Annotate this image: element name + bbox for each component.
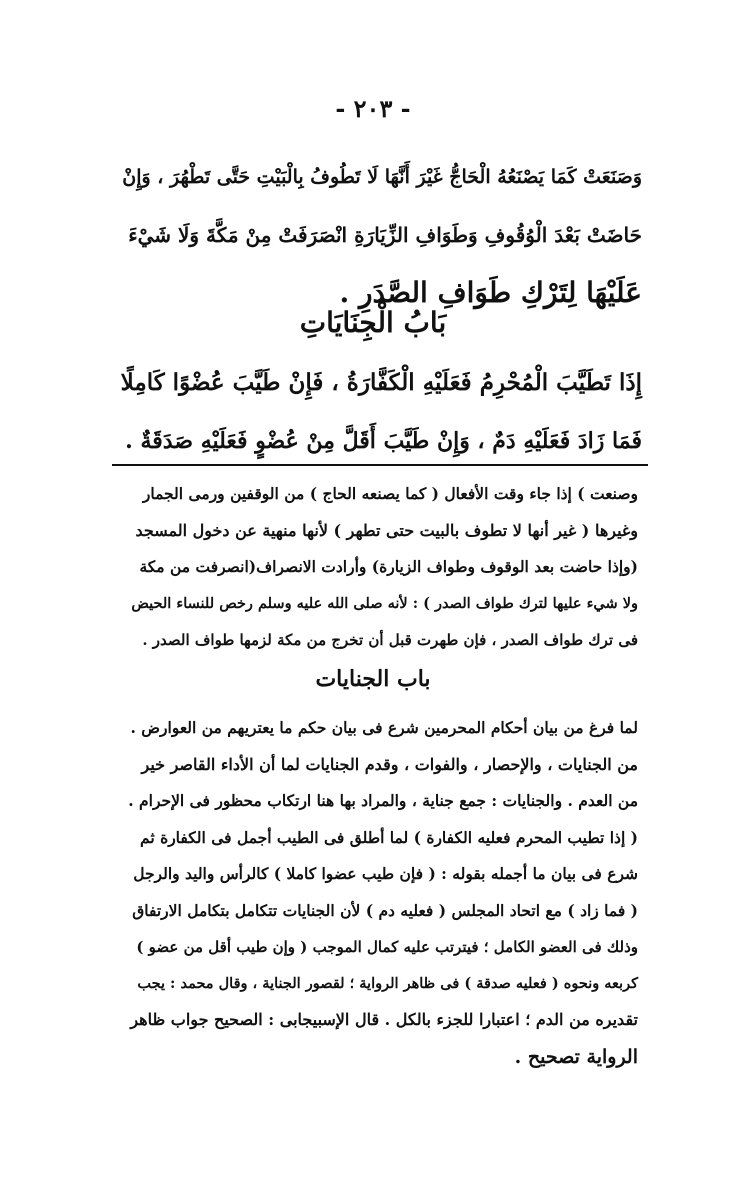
commentary-line: ( إذا تطيب المحرم فعليه الكفارة ) لما أطلق فى الطيب أجمل فى الكفارة ثم [140, 827, 638, 847]
commentary-line: فى ترك طواف الصدر ، فإن طهرت قبل أن تخرج من مكة لزمها طواف الصدر . [142, 631, 638, 649]
commentary-title: باب الجنايات [315, 666, 431, 692]
commentary-line: (وإذا حاضت بعد الوقوف وطواف الزيارة) وأرادت الانصراف(انصرفت من مكة [139, 557, 638, 576]
commentary-line: شرع فى بيان ما أجمله بقوله : ( فإن طيب عضوا كاملا ) كالرأس واليد والرجل [133, 864, 638, 883]
commentary-line: وذلك فى العضو الكامل ؛ فيترتب عليه كمال الموجب ( وإن طيب أقل من عضو ) [136, 938, 638, 956]
commentary-line: من العدم . والجنايات : جمع جناية ، والمراد بها هنا ارتكاب محظور فى الإحرام . [128, 791, 638, 810]
page-number: - ٢٠٣ - [335, 94, 411, 123]
matn-line: عَلَيْهَا لِتَرْكِ طَوَافِ الصَّدَرِ . [339, 276, 642, 309]
commentary-line: الرواية تصحيح . [514, 1045, 638, 1068]
matn-line: فَمَا زَادَ فَعَلَيْهِ دَمٌ ، وَإِنْ طَيَّبَ أَقَلَّ مِنْ عُضْوٍ فَعَلَيْهِ صَدَقَةٌ . [125, 428, 642, 454]
matn-text-bottom [118, 354, 642, 470]
matn-line: حَاضَتْ بَعْدَ الْوُقُوفِ وَطَوَافِ الزِّيَارَةِ انْصَرَفَتْ مِنْ مَكَّةَ وَلَا شَيْءَ [128, 223, 642, 247]
commentary-line: لما فرغ من بيان أحكام المحرمين شرع فى بيان حكم ما يعتريهم من العوارض . [130, 718, 638, 737]
matn-line: وَصَنَعَتْ كَمَا يَصْنَعُهُ الْحَاجُّ غَيْرَ أَنَّهَا لَا تَطُوفُ بِالْبَيْتِ حَتَّى تَطْهُرَ ، وَإِنْ [122, 166, 642, 188]
commentary-line: كربعه ونحوه ( فعليه صدقة ) فى ظاهر الرواية ؛ لقصور الجناية ، وقال محمد : يجب [137, 974, 638, 992]
commentary-line: ولا شيء عليها لترك طواف الصدر ) : لأنه صلى الله عليه وسلم رخص للنساء الحيض [131, 594, 638, 612]
commentary-line: وصنعت ) إذا جاء وقت الأفعال ( كما يصنعه الحاج ) من الوقفين ورمى الجمار [142, 484, 638, 503]
divider-rule [112, 464, 648, 466]
commentary-bottom [128, 710, 638, 1075]
matn-text-top [118, 148, 642, 322]
matn-line: إِذَا تَطَيَّبَ الْمُحْرِمُ فَعَلَيْهِ الْكَفَّارَةُ ، فَإِنْ طَيَّبَ عُضْوًا كَامِلًا [120, 369, 642, 396]
commentary-line: من الجنايات ، والإحصار ، والفوات ، وقدم الجنايات لما أن الأداء القاصر خير [141, 754, 638, 774]
section-title: بَابُ الْجِنَايَاتِ [299, 306, 447, 339]
commentary-top [128, 476, 638, 659]
commentary-line: تقديره من الدم ؛ اعتبارا للجزء بالكل . قال الإسبيجابى : الصحيح جواب ظاهر [130, 1010, 638, 1029]
commentary-line: ( فما زاد ) مع اتحاد المجلس ( فعليه دم ) لأن الجنايات تتكامل بتكامل الارتفاق [132, 900, 638, 920]
commentary-line: وغيرها ( غير أنها لا تطوف بالبيت حتى تطهر ) لأنها منهية عن دخول المسجد [135, 520, 638, 540]
